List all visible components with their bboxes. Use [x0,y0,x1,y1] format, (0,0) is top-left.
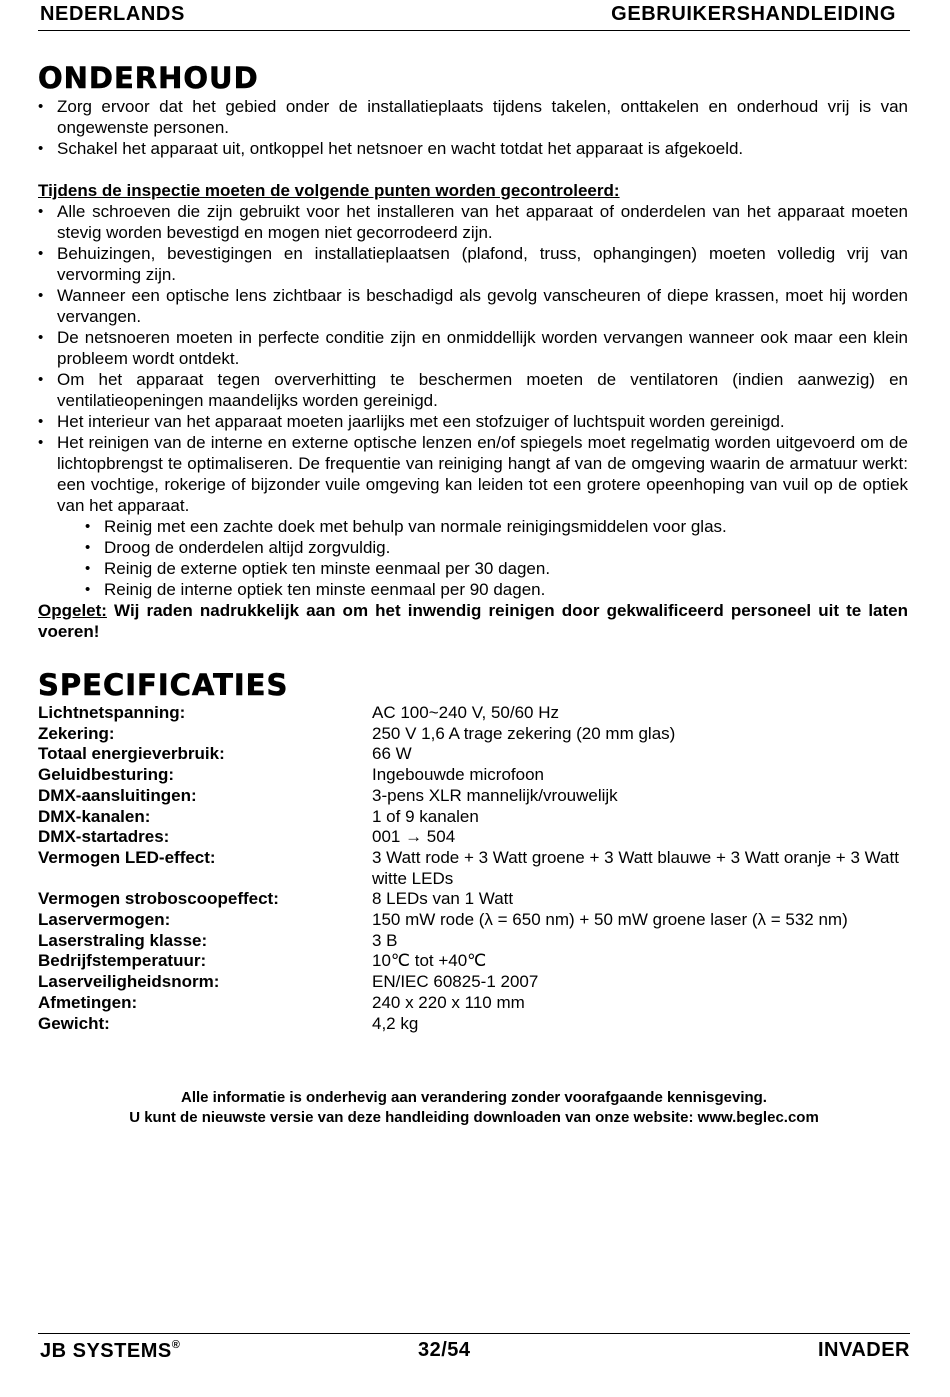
spec-value: 4,2 kg [372,1013,419,1033]
list-item: • Het interieur van het apparaat moeten jaarlijks met een stofzuiger of luchtspuit worden gereinigd. [38,411,908,432]
header-doc-type: GEBRUIKERSHANDLEIDING [611,3,896,25]
table-row [38,889,908,910]
spec-value: 1 of 9 kanalen [372,806,479,826]
spec-label: DMX-aansluitingen: [38,785,197,805]
list-item: • Reinig de externe optiek ten minste eenmaal per 30 dagen. [38,558,908,579]
table-row [38,972,908,993]
spec-value: AC 100~240 V, 50/60 Hz [372,703,559,722]
spec-label: DMX-kanalen: [38,806,151,826]
spec-label: Laservermogen: [38,910,171,930]
list-item: • Schakel het apparaat uit, ontkoppel het netsnoer en wacht totdat het apparaat is afgekoeld. [38,138,908,159]
disclaimer-line: U kunt de nieuwste versie van deze handleiding downloaden van onze website: www.beglec.com [129,1108,819,1126]
spec-value: 150 mW rode (λ = 650 nm) + 50 mW groene laser (λ = 532 nm) [372,910,848,930]
list-item: • Reinig de interne optiek ten minste eenmaal per 90 dagen. [38,579,908,600]
spec-value: 3-pens XLR mannelijk/vrouwelijk [372,785,618,805]
page-number: 32/54 [418,1339,471,1361]
spec-label: DMX-startadres: [38,827,170,847]
onderhoud-bullets [38,96,908,159]
spec-label: Geluidbesturing: [38,765,174,785]
table-row [38,931,908,952]
spec-value: 66 W [372,744,412,764]
table-row [38,1014,908,1035]
spec-label: Laserveiligheidsnorm: [38,972,220,992]
section-title-onderhoud: ONDERHOUD [38,61,259,95]
table-row [38,848,908,889]
spec-label: Vermogen stroboscoopeffect: [38,889,279,909]
registered-mark: ® [171,1339,181,1351]
table-row [38,993,908,1014]
table-row [38,827,908,848]
inspection-list [38,201,908,516]
cleaning-sublist [38,516,908,600]
specifications-table-body [38,703,908,1034]
spec-value: 3 Watt rode + 3 Watt groene + 3 Watt blauwe + 3 Watt oranje + 3 Watt witte LEDs [372,847,899,888]
spec-value: 240 x 220 x 110 mm [372,992,525,1012]
page-header [38,3,910,31]
list-item: • Zorg ervoor dat het gebied onder de installatieplaats tijdens takelen, onttakelen en onderhoud vrij is van ongewenste personen. [38,96,908,138]
page-footer [38,1333,910,1364]
table-row [38,807,908,828]
spec-value: 8 LEDs van 1 Watt [372,889,514,909]
list-item: • Reinig met een zachte doek met behulp van normale reinigingsmiddelen voor glas. [38,516,908,537]
spec-value: 250 V 1,6 A trage zekering (20 mm glas) [372,723,676,743]
disclaimer-line: Alle informatie is onderhevig aan verandering zonder voorafgaande kennisgeving. [181,1089,767,1106]
spec-label: Lichtnetspanning: [38,703,186,722]
footer-product: INVADER [817,1339,910,1361]
brand-name: JB SYSTEMS [40,1340,172,1362]
warning-note [38,600,908,642]
disclaimer [38,1088,910,1127]
spec-label: Totaal energieverbruik: [38,744,225,764]
spec-label: Laserstraling klasse: [38,930,208,950]
list-item: • Om het apparaat tegen oververhitting te beschermen moeten de ventilatoren (indien aanwezig) en ventilatieopeningen maandelijks worden gereinigd. [38,369,908,411]
table-row [38,744,908,765]
spec-value: 001 → 504 [372,827,456,847]
warning-label: Opgelet: [38,601,107,620]
specifications-table [38,703,908,1034]
table-row [38,724,908,745]
spec-value: 10℃ tot +40℃ [372,951,487,971]
list-item: • Behuizingen, bevestigingen en installatieplaatsen (plafond, truss, ophangingen) moeten volledig vrij van vervorming zijn. [38,243,908,285]
header-language: NEDERLANDS [40,3,185,25]
warning-text: Wij raden nadrukkelijk aan om het inwendig reinigen door gekwalificeerd personeel uit te laten voeren! [38,601,908,641]
section-title-specificaties: SPECIFICATIES [38,668,289,702]
spec-value: 3 B [372,930,398,950]
list-item: • Het reinigen van de interne en externe optische lenzen en/of spiegels moet regelmatig worden uitgevoerd om de lichtopbrengst te optimaliseren. De frequentie van reiniging hangt af van de omgeving waarin de armatuur werkt: een vochtige, rokerige of bijzonder vuile omgeving kan leiden tot een grotere opeenhoping van vuil op de optiek van het apparaat. [38,432,908,516]
table-row [38,765,908,786]
table-row [38,951,908,972]
spec-label: Bedrijfstemperatuur: [38,951,207,971]
spec-label: Zekering: [38,723,115,743]
table-row [38,703,908,724]
spec-value: EN/IEC 60825-1 2007 [372,972,539,992]
footer-brand [40,1339,180,1363]
spec-value: Ingebouwde microfoon [372,765,545,785]
spec-label: Gewicht: [38,1013,110,1033]
table-row [38,910,908,931]
spec-label: Afmetingen: [38,992,138,1012]
spec-label: Vermogen LED-effect: [38,847,216,867]
list-item: • Wanneer een optische lens zichtbaar is beschadigd als gevolg vanscheuren of diepe krassen, moet hij worden vervangen. [38,285,908,327]
table-row [38,786,908,807]
list-item: • Alle schroeven die zijn gebruikt voor het installeren van het apparaat of onderdelen van het apparaat moeten stevig worden bevestigd en mogen niet gecorrodeerd zijn. [38,201,908,243]
inspection-heading: Tijdens de inspectie moeten de volgende punten worden gecontroleerd: [38,181,620,200]
page-content [38,60,908,1034]
list-item: • De netsnoeren moeten in perfecte conditie zijn en onmiddellijk worden vervangen wanneer ook maar een klein probleem wordt ontdekt. [38,327,908,369]
list-item: • Droog de onderdelen altijd zorgvuldig. [38,537,908,558]
